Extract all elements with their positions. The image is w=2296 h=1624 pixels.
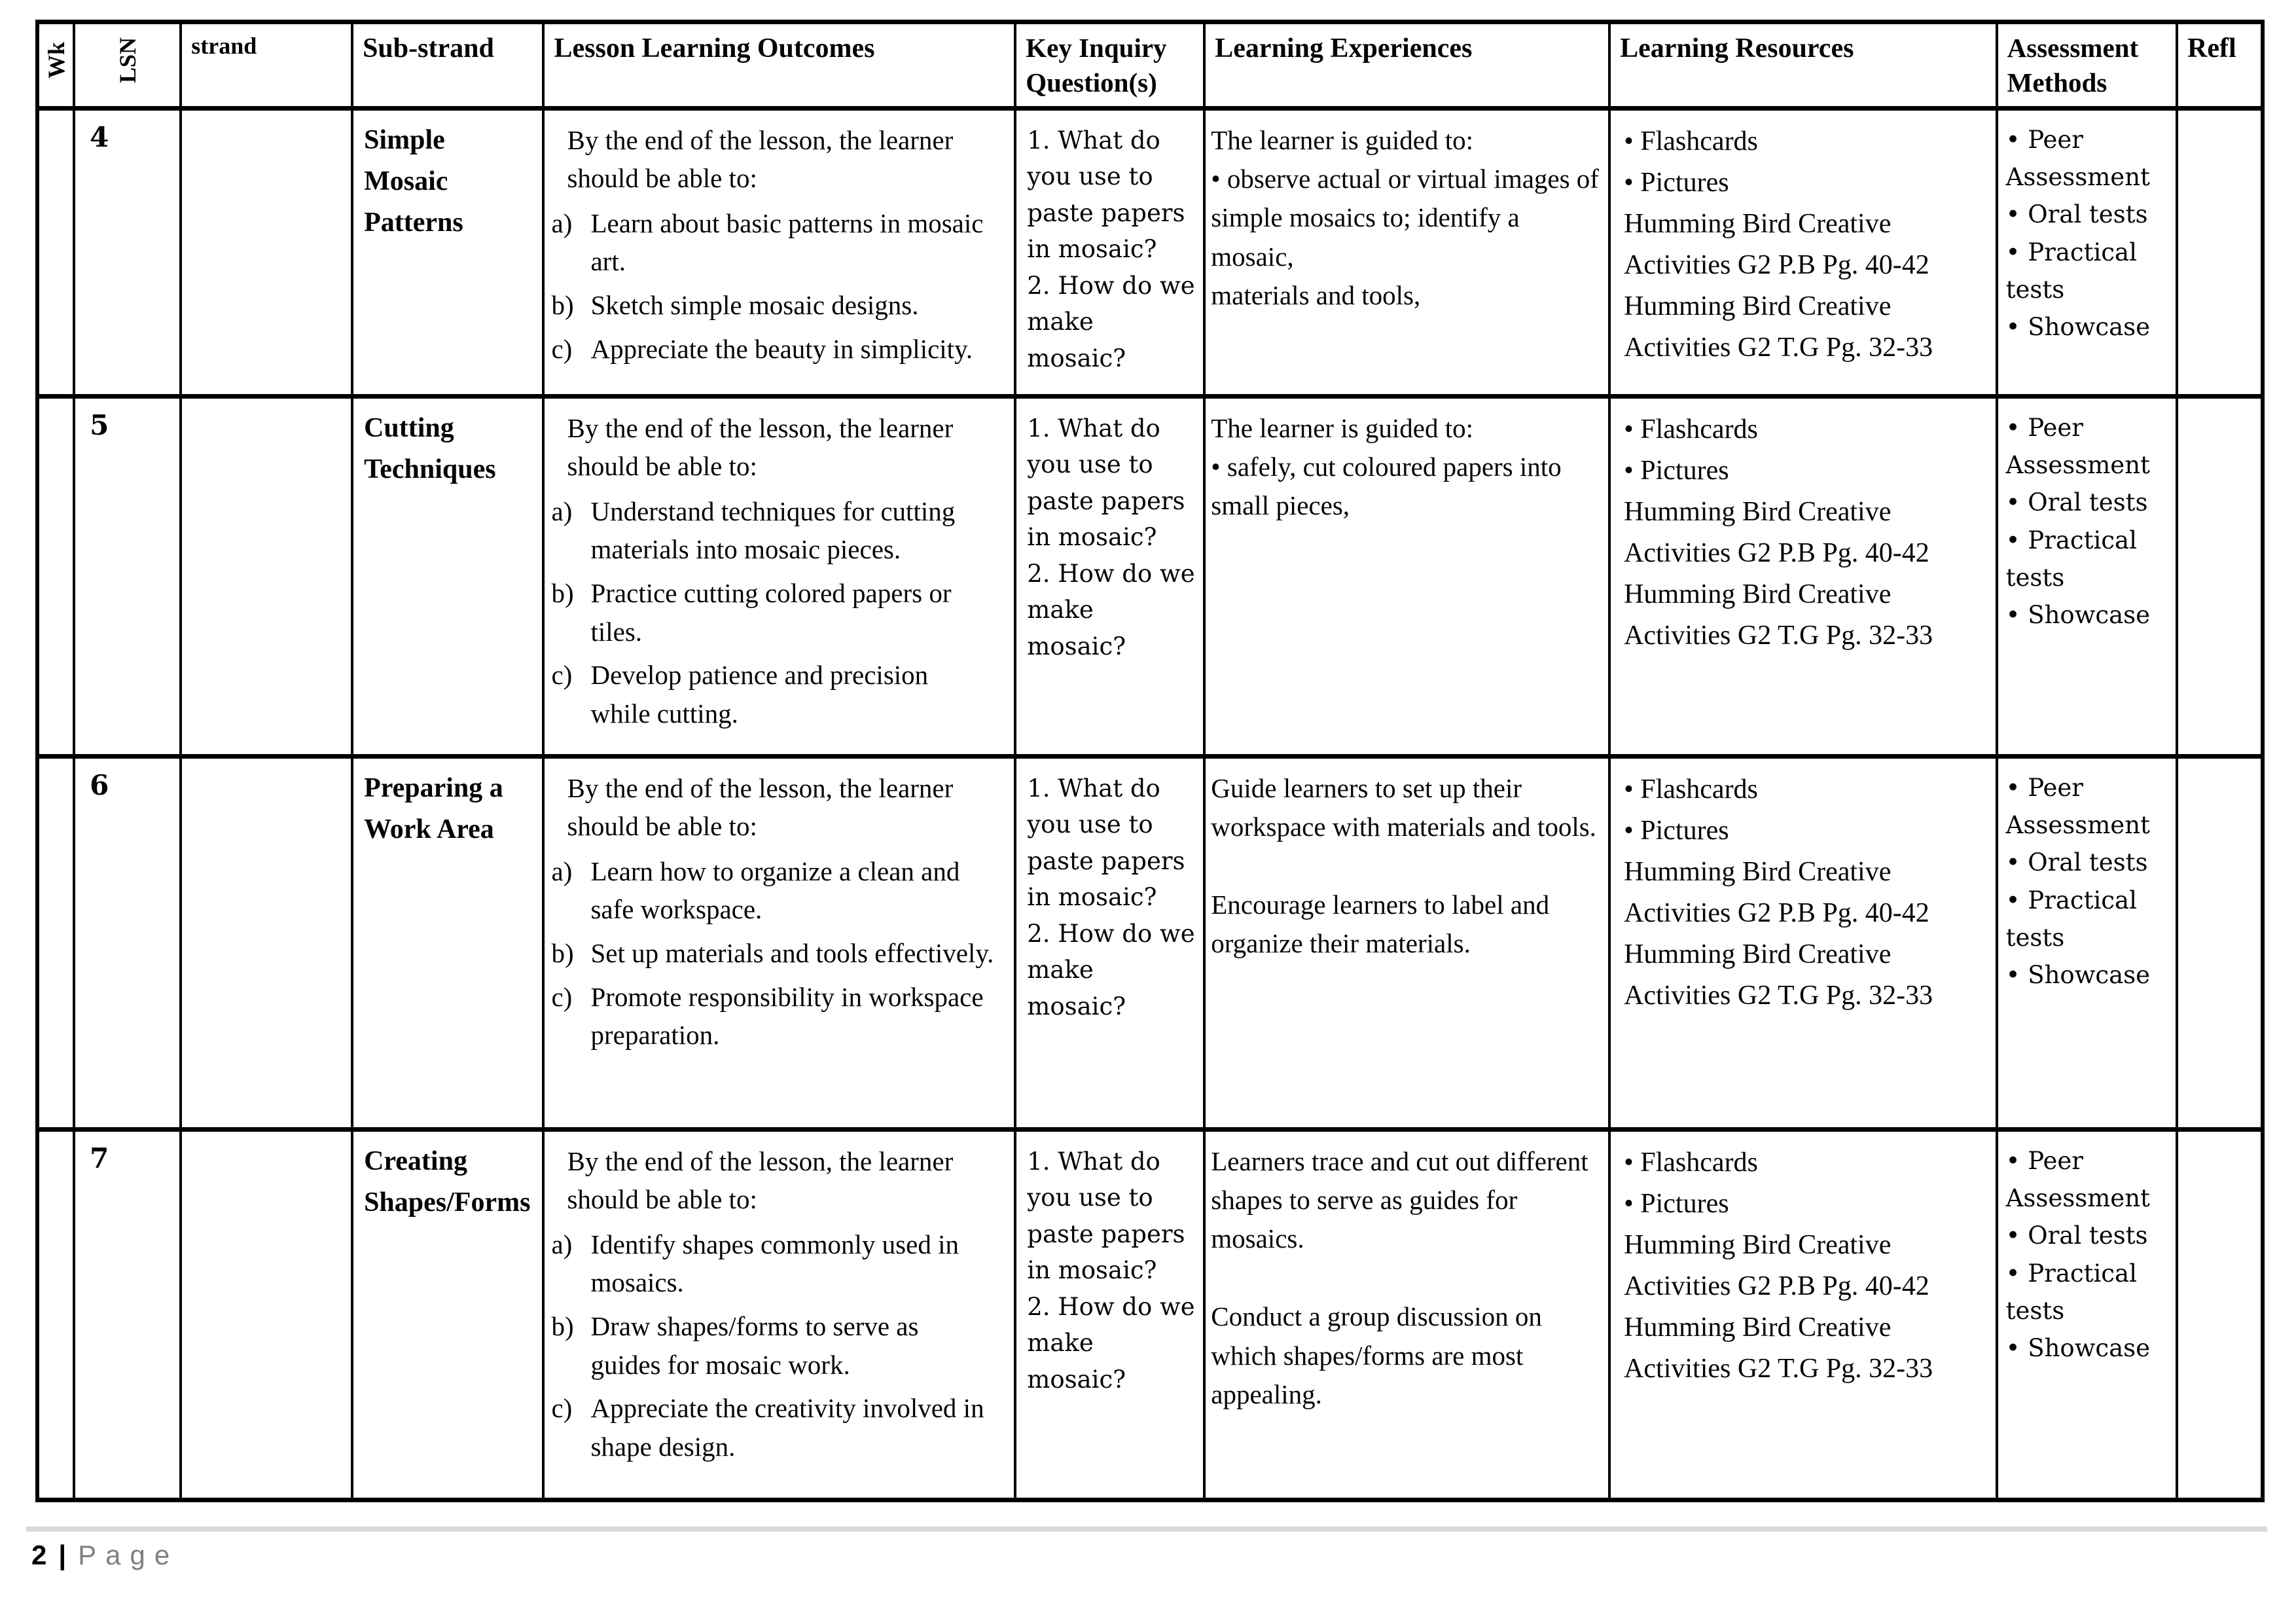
header-key-inquiry-questions: Key Inquiry Question(s) xyxy=(1015,22,1204,109)
resource-item: • Flashcards xyxy=(1624,774,1758,804)
lsn-cell: 4 xyxy=(74,108,181,396)
wk-cell xyxy=(37,396,74,756)
header-learning-experiences: Learning Experiences xyxy=(1204,22,1609,109)
outcomes-intro: By the end of the lesson, the learner should be able to: xyxy=(567,772,954,842)
assessment-item: • Showcase xyxy=(2005,961,2151,990)
resource-item: Humming Bird Creative Activities G2 T.G Pg. 32-33 xyxy=(1624,939,1933,1011)
outcome-text: Draw shapes/forms to serve as guides for mosaic work. xyxy=(590,1311,919,1380)
outcome-text: Learn about basic patterns in mosaic art. xyxy=(590,208,984,277)
sub-strand-cell: Simple Mosaic Patterns xyxy=(352,108,543,396)
footer-divider-line xyxy=(26,1526,2267,1532)
experience-line: The learner is guided to: xyxy=(1211,412,1474,443)
experience-line: • safely, cut coloured papers into small pieces, xyxy=(1211,452,1562,521)
resource-item: Humming Bird Creative Activities G2 T.G Pg. 32-33 xyxy=(1624,579,1933,651)
outcomes-cell xyxy=(543,108,1015,396)
experience-line: materials and tools, xyxy=(1211,280,1421,311)
assessment-item: • Peer Assessment xyxy=(2005,773,2150,839)
resource-item: • Flashcards xyxy=(1624,126,1758,156)
header-learning-resources: Learning Resources xyxy=(1609,22,1997,109)
resource-item: Humming Bird Creative Activities G2 P.B Pg. 40-42 xyxy=(1624,496,1929,568)
resource-item: Humming Bird Creative Activities G2 P.B Pg. 40-42 xyxy=(1624,208,1929,280)
assessment-item: • Practical tests xyxy=(2005,886,2137,952)
learning-resources-cell xyxy=(1609,1129,1997,1500)
header-wk-label: Wk xyxy=(43,41,69,79)
learning-resources-cell xyxy=(1609,108,1997,396)
lsn-cell: 7 xyxy=(74,1129,181,1500)
resource-item: • Pictures xyxy=(1624,167,1729,198)
key-inquiry-cell xyxy=(1015,1129,1204,1500)
wk-cell xyxy=(37,108,74,396)
outcome-text: Practice cutting colored papers or tiles. xyxy=(590,578,952,647)
resource-item: Humming Bird Creative Activities G2 T.G Pg. 32-33 xyxy=(1624,1312,1933,1384)
outcome-label: b) xyxy=(551,290,574,321)
header-lsn xyxy=(74,22,181,109)
strand-cell xyxy=(181,756,352,1129)
inquiry-question: 1. What do you use to paste papers in mosaic? xyxy=(1027,1147,1185,1285)
refl-cell xyxy=(2177,1129,2263,1500)
assessment-item: • Oral tests xyxy=(2005,200,2148,229)
header-lsn-label: LSN xyxy=(114,37,141,84)
outcomes-cell xyxy=(543,1129,1015,1500)
outcome-text: Learn how to organize a clean and safe workspace. xyxy=(590,856,960,925)
outcome-item xyxy=(551,1307,994,1384)
outcome-text: Appreciate the creativity involved in shape design. xyxy=(590,1393,984,1462)
outcome-item xyxy=(551,204,994,281)
learning-experiences-cell xyxy=(1204,396,1609,756)
outcome-label: c) xyxy=(551,1393,573,1424)
outcome-label: a) xyxy=(551,496,573,526)
assessment-item: • Showcase xyxy=(2005,313,2151,342)
outcome-item xyxy=(551,978,994,1055)
strand-cell xyxy=(181,108,352,396)
sub-strand-cell: Cutting Techniques xyxy=(352,396,543,756)
refl-cell xyxy=(2177,108,2263,396)
strand-cell xyxy=(181,396,352,756)
assessment-item: • Oral tests xyxy=(2005,1221,2148,1250)
sub-strand-cell: Preparing a Work Area xyxy=(352,756,543,1129)
lesson-row-4 xyxy=(37,108,2263,396)
outcome-label: a) xyxy=(551,1229,573,1259)
experience-line: The learner is guided to: xyxy=(1211,124,1474,155)
inquiry-question: 1. What do you use to paste papers in mosaic? xyxy=(1027,414,1185,552)
outcome-item xyxy=(551,852,994,929)
outcome-label: b) xyxy=(551,938,574,969)
experience-line: Conduct a group discussion on which shapes/forms are most appealing. xyxy=(1211,1301,1542,1410)
assessment-item: • Peer Assessment xyxy=(2005,125,2150,191)
outcome-label: c) xyxy=(551,333,573,364)
outcome-text: Appreciate the beauty in simplicity. xyxy=(590,333,973,364)
assessment-methods-cell xyxy=(1997,108,2177,396)
outcome-item xyxy=(551,934,994,973)
learning-resources-cell xyxy=(1609,396,1997,756)
inquiry-question: 2. How do we make mosaic? xyxy=(1027,1292,1195,1394)
learning-resources-cell xyxy=(1609,756,1997,1129)
assessment-item: • Oral tests xyxy=(2005,488,2148,517)
outcome-text: Understand techniques for cutting materials into mosaic pieces. xyxy=(590,496,956,565)
outcome-item xyxy=(551,574,994,651)
outcome-item xyxy=(551,656,994,732)
refl-cell xyxy=(2177,756,2263,1129)
outcome-text: Develop patience and precision while cutting. xyxy=(590,660,929,729)
inquiry-question: 2. How do we make mosaic? xyxy=(1027,271,1195,372)
outcome-label: b) xyxy=(551,1311,574,1342)
outcome-label: a) xyxy=(551,856,573,886)
inquiry-question: 2. How do we make mosaic? xyxy=(1027,919,1195,1020)
outcome-text: Set up materials and tools effectively. xyxy=(590,938,994,969)
wk-cell xyxy=(37,1129,74,1500)
assessment-item: • Practical tests xyxy=(2005,1259,2137,1325)
assessment-item: • Practical tests xyxy=(2005,526,2137,592)
assessment-item: • Showcase xyxy=(2005,601,2151,630)
page-footer xyxy=(31,1540,179,1571)
outcomes-intro: By the end of the lesson, the learner should be able to: xyxy=(567,412,954,482)
header-assessment-methods: Assessment Methods xyxy=(1997,22,2177,109)
lesson-row-7 xyxy=(37,1129,2263,1500)
learning-experiences-cell xyxy=(1204,756,1609,1129)
header-row xyxy=(37,22,2263,109)
experience-line: Encourage learners to label and organize their materials. xyxy=(1211,889,1550,959)
assessment-methods-cell xyxy=(1997,756,2177,1129)
experience-line xyxy=(1211,1259,1599,1297)
outcome-label: a) xyxy=(551,208,573,238)
resource-item: • Pictures xyxy=(1624,815,1729,846)
experience-line: Learners trace and cut out different shapes to serve as guides for mosaics. xyxy=(1211,1146,1588,1254)
wk-cell xyxy=(37,756,74,1129)
outcomes-intro: By the end of the lesson, the learner should be able to: xyxy=(567,124,954,194)
assessment-methods-cell xyxy=(1997,1129,2177,1500)
resource-item: Humming Bird Creative Activities G2 P.B Pg. 40-42 xyxy=(1624,1229,1929,1301)
footer-separator: | xyxy=(58,1540,68,1570)
outcomes-intro: By the end of the lesson, the learner should be able to: xyxy=(567,1146,954,1215)
assessment-item: • Peer Assessment xyxy=(2005,413,2150,479)
key-inquiry-cell xyxy=(1015,756,1204,1129)
resource-item: Humming Bird Creative Activities G2 P.B Pg. 40-42 xyxy=(1624,856,1929,928)
outcome-text: Promote responsibility in workspace preparation. xyxy=(590,981,984,1051)
outcome-item xyxy=(551,286,994,325)
outcomes-cell xyxy=(543,756,1015,1129)
assessment-item: • Showcase xyxy=(2005,1334,2151,1363)
outcomes-cell xyxy=(543,396,1015,756)
outcome-text: Sketch simple mosaic designs. xyxy=(590,290,919,321)
lsn-cell: 6 xyxy=(74,756,181,1129)
outcome-text: Identify shapes commonly used in mosaics. xyxy=(590,1229,959,1298)
lsn-cell: 5 xyxy=(74,396,181,756)
scheme-of-work-table xyxy=(35,20,2265,1502)
outcome-item xyxy=(551,1389,994,1466)
resource-item: • Flashcards xyxy=(1624,414,1758,444)
outcome-item xyxy=(551,492,994,569)
resource-item: • Flashcards xyxy=(1624,1147,1758,1178)
assessment-methods-cell xyxy=(1997,396,2177,756)
resource-item: Humming Bird Creative Activities G2 T.G Pg. 32-33 xyxy=(1624,291,1933,363)
header-lesson-learning-outcomes: Lesson Learning Outcomes xyxy=(543,22,1015,109)
inquiry-question: 2. How do we make mosaic? xyxy=(1027,559,1195,660)
resource-item: • Pictures xyxy=(1624,1188,1729,1219)
learning-experiences-cell xyxy=(1204,1129,1609,1500)
experience-line: Guide learners to set up their workspace with materials and tools. xyxy=(1211,772,1596,842)
header-strand: strand xyxy=(181,22,352,109)
learning-experiences-cell xyxy=(1204,108,1609,396)
experience-line: simple mosaics to; identify a mosaic, xyxy=(1211,202,1520,272)
lesson-row-5 xyxy=(37,396,2263,756)
outcome-label: c) xyxy=(551,981,573,1012)
outcome-item xyxy=(551,330,994,369)
assessment-item: • Peer Assessment xyxy=(2005,1146,2150,1212)
header-wk xyxy=(37,22,74,109)
inquiry-question: 1. What do you use to paste papers in mosaic? xyxy=(1027,126,1185,264)
lesson-row-6 xyxy=(37,756,2263,1129)
outcome-label: b) xyxy=(551,578,574,609)
outcome-item xyxy=(551,1225,994,1302)
experience-line: • observe actual or virtual images of xyxy=(1211,164,1599,194)
assessment-item: • Oral tests xyxy=(2005,848,2148,877)
outcome-label: c) xyxy=(551,660,573,691)
sub-strand-cell: Creating Shapes/Forms xyxy=(352,1129,543,1500)
resource-item: • Pictures xyxy=(1624,455,1729,486)
page-number: 2 xyxy=(31,1540,48,1570)
header-sub-strand: Sub-strand xyxy=(352,22,543,109)
refl-cell xyxy=(2177,396,2263,756)
strand-cell xyxy=(181,1129,352,1500)
key-inquiry-cell xyxy=(1015,108,1204,396)
key-inquiry-cell xyxy=(1015,396,1204,756)
assessment-item: • Practical tests xyxy=(2005,238,2137,304)
experience-line xyxy=(1211,846,1599,885)
page-label: Page xyxy=(78,1540,179,1570)
header-refl: Refl xyxy=(2177,22,2263,109)
inquiry-question: 1. What do you use to paste papers in mosaic? xyxy=(1027,774,1185,912)
